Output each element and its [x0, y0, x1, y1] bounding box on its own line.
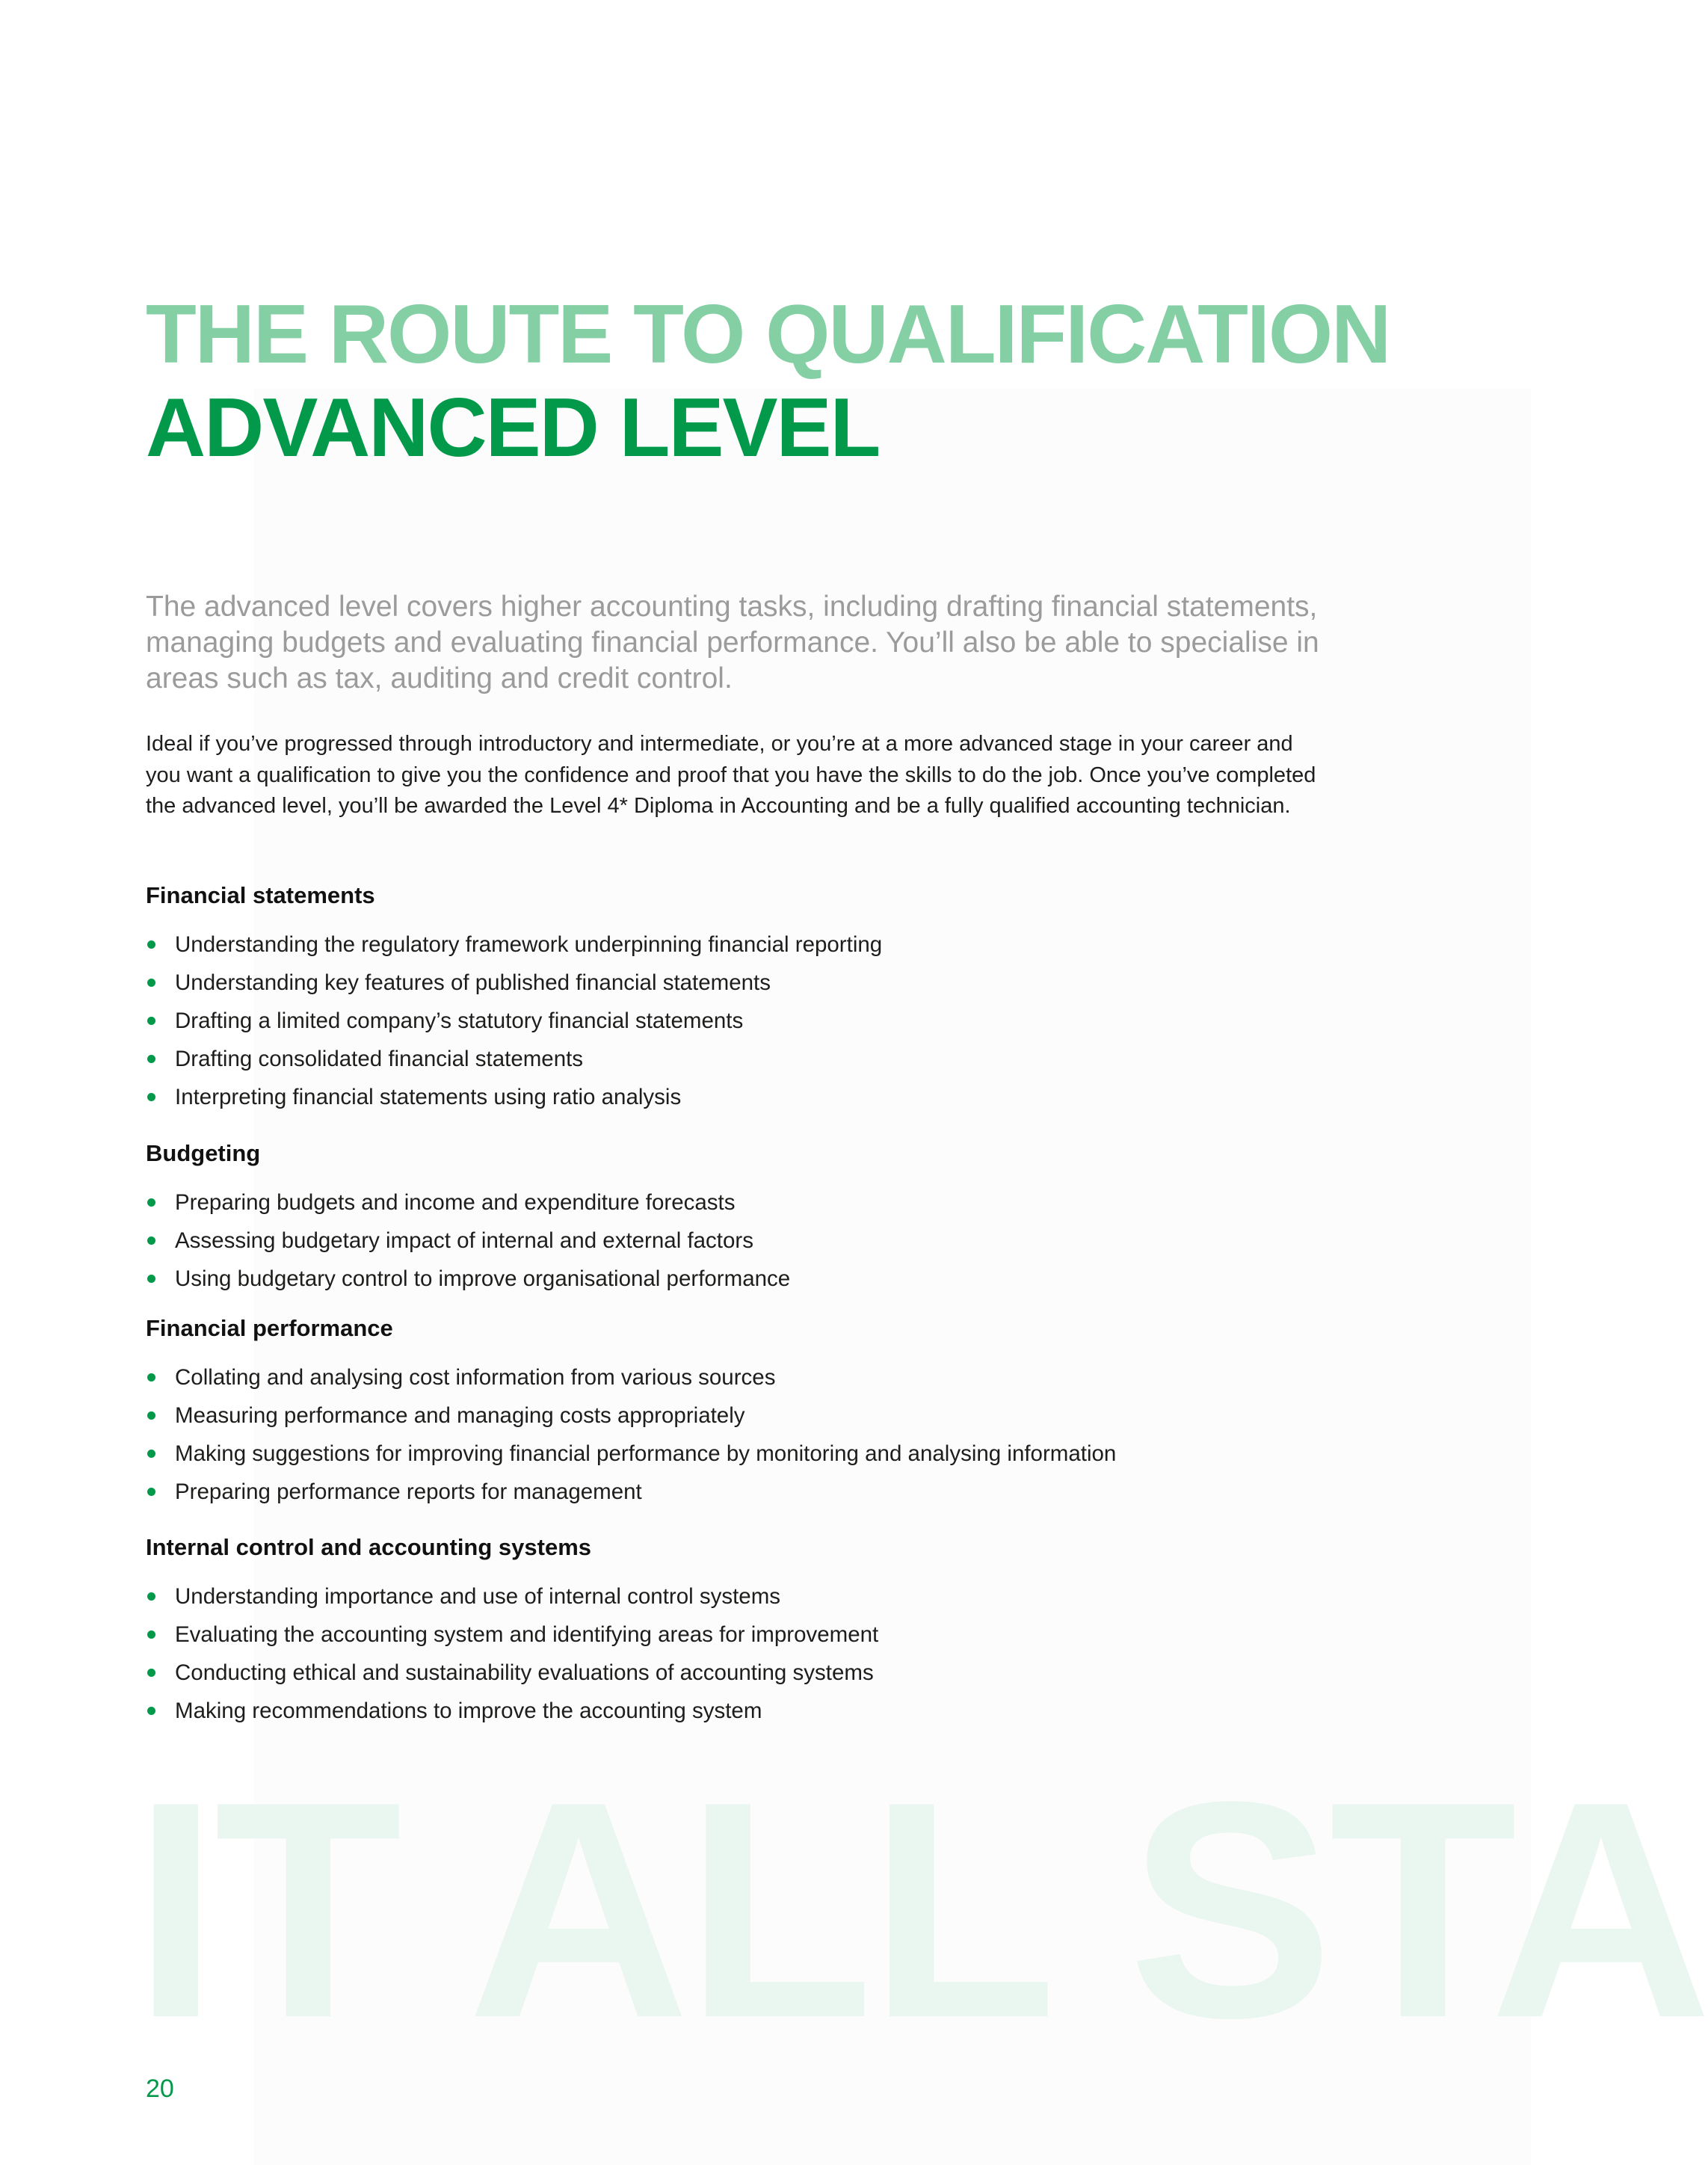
section-financial-performance [146, 1314, 1342, 1511]
bullet-icon [147, 1055, 155, 1063]
list-item-text: Measuring performance and managing costs appropriately [175, 1403, 745, 1428]
list-item-text: Conducting ethical and sustainability evaluations of accounting systems [175, 1660, 874, 1685]
bullet-icon [147, 1093, 155, 1101]
page-title [146, 288, 1390, 475]
bullet-icon [147, 1630, 155, 1639]
bullet-list [146, 926, 1342, 1116]
bullet-icon [147, 1373, 155, 1382]
list-item-text: Understanding the regulatory framework underpinning financial reporting [175, 932, 883, 957]
section-heading: Financial statements [146, 882, 375, 908]
list-item-text: Preparing budgets and income and expenditure forecasts [175, 1190, 736, 1215]
bullet-icon [147, 1592, 155, 1601]
bullet-list [146, 1183, 1342, 1298]
list-item-text: Preparing performance reports for management [175, 1479, 642, 1504]
section-heading: Budgeting [146, 1140, 261, 1166]
bullet-icon [147, 979, 155, 987]
body-paragraph: Ideal if you’ve progressed through introductory and intermediate, or you’re at a more advanced stage in your career and you want a qualification to give you the confidence and proof that you have the skills to do the job. Once you’ve completed the advanced level, you’ll be awarded the Level 4* Diploma in Accounting and be a fully qualified accounting technician. [146, 732, 1316, 818]
list-item [146, 1260, 1342, 1298]
list-item-text: Collating and analysing cost information from various sources [175, 1365, 776, 1390]
list-item [146, 1222, 1342, 1260]
bullet-icon [147, 1017, 155, 1025]
bullet-icon [147, 1237, 155, 1245]
bullet-icon [147, 1198, 155, 1207]
list-item-text: Interpreting financial statements using ratio analysis [175, 1085, 682, 1109]
list-item [146, 926, 1342, 964]
list-item-text: Understanding key features of published financial statements [175, 970, 771, 995]
list-item [146, 1435, 1342, 1473]
title-line-2: ADVANCED LEVEL [146, 381, 880, 474]
bullet-list [146, 1358, 1342, 1511]
list-item [146, 1692, 1342, 1730]
list-item-text: Assessing budgetary impact of internal and external factors [175, 1228, 753, 1253]
bullet-icon [147, 1669, 155, 1677]
section-heading: Financial performance [146, 1315, 393, 1341]
list-item [146, 1358, 1342, 1396]
list-item [146, 964, 1342, 1002]
list-item [146, 1183, 1342, 1222]
list-item [146, 1078, 1342, 1116]
list-item-text: Drafting consolidated financial statements [175, 1047, 584, 1071]
intro-paragraph: The advanced level covers higher accounting tasks, including drafting financial statements, managing budgets and evaluating financial performance. You’ll also be able to specialise in areas such as tax, auditing and credit control. [146, 591, 1319, 695]
section-budgeting [146, 1139, 1342, 1298]
list-item [146, 1396, 1342, 1435]
list-item-text: Understanding importance and use of internal control systems [175, 1584, 781, 1609]
bullet-icon [147, 1450, 155, 1458]
list-item-text: Making suggestions for improving financial performance by monitoring and analysing information [175, 1441, 1117, 1466]
list-item [146, 1473, 1342, 1511]
bullet-icon [147, 940, 155, 949]
section-heading: Internal control and accounting systems [146, 1534, 592, 1560]
list-item [146, 1577, 1342, 1616]
list-item-text: Drafting a limited company’s statutory financial statements [175, 1008, 744, 1033]
list-item-text: Evaluating the accounting system and identifying areas for improvement [175, 1622, 879, 1647]
list-item-text: Making recommendations to improve the accounting system [175, 1699, 762, 1723]
bullet-icon [147, 1275, 155, 1283]
bullet-icon [147, 1411, 155, 1420]
list-item [146, 1654, 1342, 1692]
title-line-1: THE ROUTE TO QUALIFICATION [146, 288, 1390, 381]
list-item [146, 1040, 1342, 1078]
section-internal-control [146, 1533, 1342, 1730]
background-watermark-text: IT ALL STA [133, 1738, 1708, 2082]
bullet-icon [147, 1707, 155, 1715]
page-number: 20 [146, 2075, 174, 2103]
section-financial-statements [146, 881, 1342, 1116]
list-item-text: Using budgetary control to improve organisational performance [175, 1266, 791, 1291]
bullet-list [146, 1577, 1342, 1730]
list-item [146, 1002, 1342, 1040]
list-item [146, 1616, 1342, 1654]
bullet-icon [147, 1488, 155, 1496]
